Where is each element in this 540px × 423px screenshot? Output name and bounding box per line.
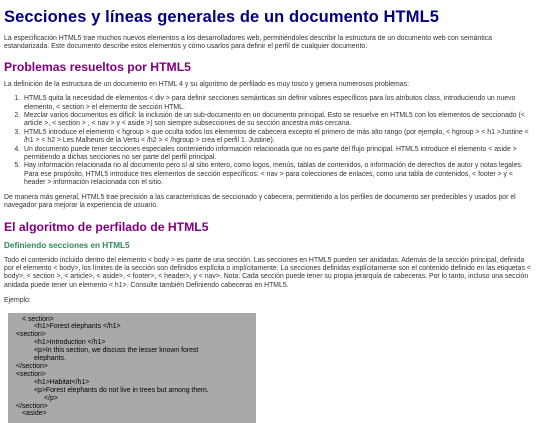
- code-line: <section>: [16, 370, 46, 378]
- problems-closing-paragraph: De manera más general, HTML5 trae precisión a las características de seccionado y cabecera, permitiendo a los perfiles de documento ser predecibles y usados por el navegador para mejorar la experiencia de usuario.: [4, 193, 516, 210]
- list-item: 3. HTML5 introduce el elemento < hgroup > que oculta todos los elementos de cabecera excepto el primero de más alto rango (por ejemplo, < hgroup > < h1 >Justine < /h1 > < h2 > Les Malheurs de la Vertu < /h2 > < /hgroup > crea el perfil 1. Justine).: [22, 129, 534, 146]
- example-label: Ejemplo:: [4, 297, 31, 305]
- page-title: Secciones y líneas generales de un documento HTML5: [4, 8, 440, 26]
- sections-paragraph: Todo el contenido incluido dentro del elemento < body > es parte de una sección. Las secciones en HTML5 pueden ser anidadas. Además de la sección principal, definida por el elemento < body>, los límites de la sección son definidos explícita o implícitamente. La secciones definidas explícitamente son el contenido definido en las etiquetas < body>, < section >, < article>, < aside>, < footer>, < header>, y < nav>. Nota: Cada sección puede tener su propia jerarquía de cabeceras. Por lo tanto, incluso una sección anidada puede tener un elemento < h1>. Consulte también Definiendo cabeceras en HTML5.: [4, 256, 531, 289]
- code-line: elephants.: [34, 355, 66, 363]
- subsection-heading-defining-sections: Definiendo secciones en HTML5: [4, 240, 130, 250]
- code-line: <h1>Introduction </h1>: [34, 339, 106, 347]
- list-item: 1. HTML5 quita la necesidad de elementos < div > para definir secciones semánticas sin definir valores específicos para los atributos class, introduciendo un nuevo elemento, < section > el elemento de sección HTML.: [22, 95, 534, 112]
- code-line: <aside>: [22, 410, 47, 418]
- problems-lead-paragraph: La definición de la estructura de un documento en HTML 4 y su algoritmo de perfilado es muy tosco y genera numerosos problemas:: [4, 80, 409, 88]
- list-item: 5. Hay información relacionada no al documento pero sí al sitio entero, como logos, menús, tablas de contenidos, o información de derechos de autor y notas legales. Para ese propósito, HTML5 introduce tres elementos de sección específicos: < nav > para colecciones de enlaces, como una tabla de contenidos, < footer > y < header > información relacionada con el sitio.: [22, 162, 534, 187]
- list-item: 2. Mezclar varios documentos es difícil: la inclusión de un sub-documento en un documento principal. Esto se resuelve en HTML5 con los elementos de seccionado (< article >, < section > , < nav > y < aside >) son siempre subsecciones de su sección ancestra más cercana.: [22, 112, 534, 129]
- section-heading-algorithm: El algoritmo de perfilado de HTML5: [4, 219, 209, 234]
- code-line: </section>: [16, 362, 48, 370]
- code-line: <h1>Habitat</h1>: [34, 378, 90, 386]
- list-item: 4. Un documento puede tener secciones especiales conteniendo información relacionada que no es parte del flujo principal. HTML5 introduce el elemento < aside > permitiendo a dichas secciones no ser parte del perfil principal.: [22, 146, 534, 163]
- code-example-block: [8, 313, 256, 423]
- intro-paragraph: La especificación HTML5 trae muchos nuevos elementos a los desarrolladores web, permitiéndoles describir la estructura de un documento web con semántica estandarizada. Este documento describe estos elementos y cómo usarlos para definir el perfil de cualquier documento.: [4, 35, 492, 51]
- code-line: <p>Forest elephants do not live in trees but among them.: [34, 386, 209, 394]
- section-heading-problems: Problemas resueltos por HTML5: [4, 59, 191, 74]
- code-line: <p>In this section, we discuss the lesser known forest: [34, 347, 199, 355]
- code-line: <section>: [16, 331, 46, 339]
- code-line: <h1>Forest elephants </h1>: [34, 323, 121, 331]
- code-line: </p>: [44, 394, 58, 402]
- code-line: < section>: [22, 315, 54, 323]
- problems-list: [4, 95, 534, 187]
- code-line: </section>: [16, 402, 48, 410]
